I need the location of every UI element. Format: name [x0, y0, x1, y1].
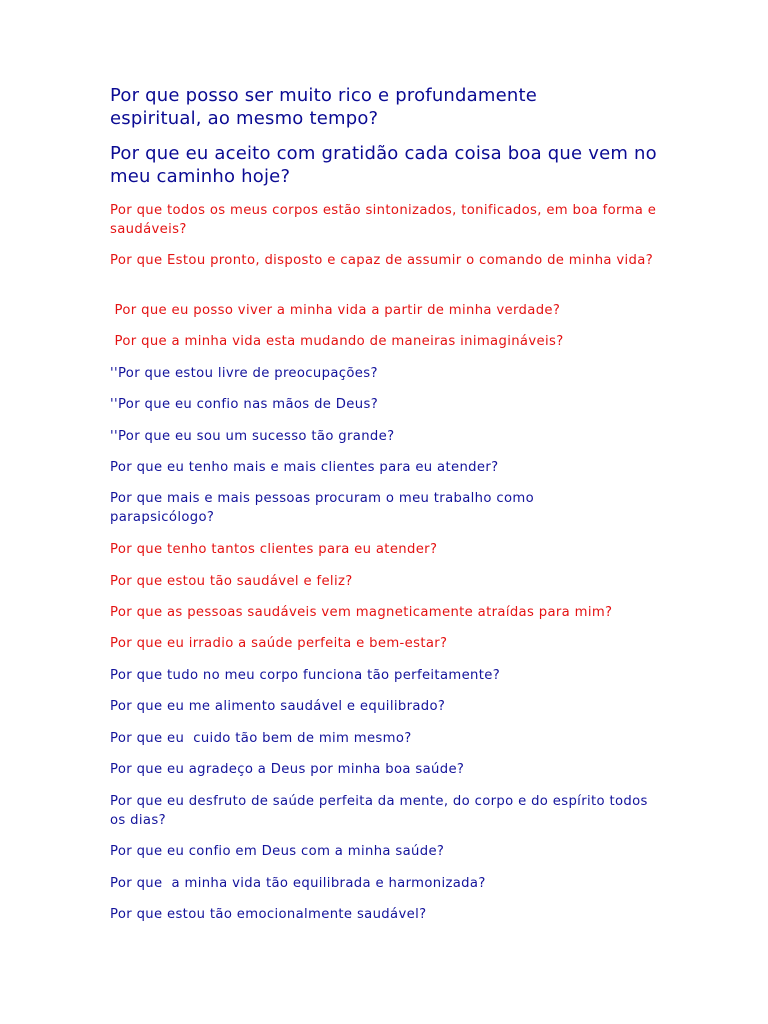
line-8: Por que eu tenho mais e mais clientes para eu atender? — [110, 460, 499, 475]
line-15: Por que eu me alimento saudável e equilibrado? — [110, 699, 446, 714]
line-16: Por que eu cuido tão bem de mim mesmo? — [110, 731, 412, 746]
heading-1: Por que posso ser muito rico e profundamente espiritual, ao mesmo tempo? — [110, 85, 543, 129]
line-9: Por que mais e mais pessoas procuram o meu trabalho como parapsicólogo? — [110, 491, 539, 525]
line-3: Por que eu posso viver a minha vida a partir de minha verdade? — [110, 303, 561, 318]
line-6: ''Por que eu confio nas mãos de Deus? — [110, 397, 379, 412]
heading-2: Por que eu aceito com gratidão cada coisa boa que vem no meu caminho hoje? — [110, 143, 663, 187]
line-17: Por que eu agradeço a Deus por minha boa saúde? — [110, 762, 465, 777]
line-21: Por que estou tão emocionalmente saudável? — [110, 907, 427, 922]
line-18: Por que eu desfruto de saúde perfeita da mente, do corpo e do espírito todos os dias? — [110, 794, 653, 828]
line-14: Por que tudo no meu corpo funciona tão perfeitamente? — [110, 668, 501, 683]
line-12: Por que as pessoas saudáveis vem magneticamente atraídas para mim? — [110, 605, 613, 620]
line-5: ''Por que estou livre de preocupações? — [110, 366, 378, 381]
line-19: Por que eu confio em Deus com a minha saúde? — [110, 844, 445, 859]
line-2: Por que Estou pronto, disposto e capaz de assumir o comando de minha vida? — [110, 253, 654, 268]
line-7: ''Por que eu sou um sucesso tão grande? — [110, 429, 395, 444]
line-1: Por que todos os meus corpos estão sintonizados, tonificados, em boa forma e saudáveis? — [110, 203, 661, 237]
line-20: Por que a minha vida tão equilibrada e harmonizada? — [110, 876, 486, 891]
line-4: Por que a minha vida esta mudando de maneiras inimagináveis? — [110, 334, 564, 349]
line-10: Por que tenho tantos clientes para eu atender? — [110, 542, 438, 557]
line-13: Por que eu irradio a saúde perfeita e bem-estar? — [110, 636, 448, 651]
line-11: Por que estou tão saudável e feliz? — [110, 574, 353, 589]
